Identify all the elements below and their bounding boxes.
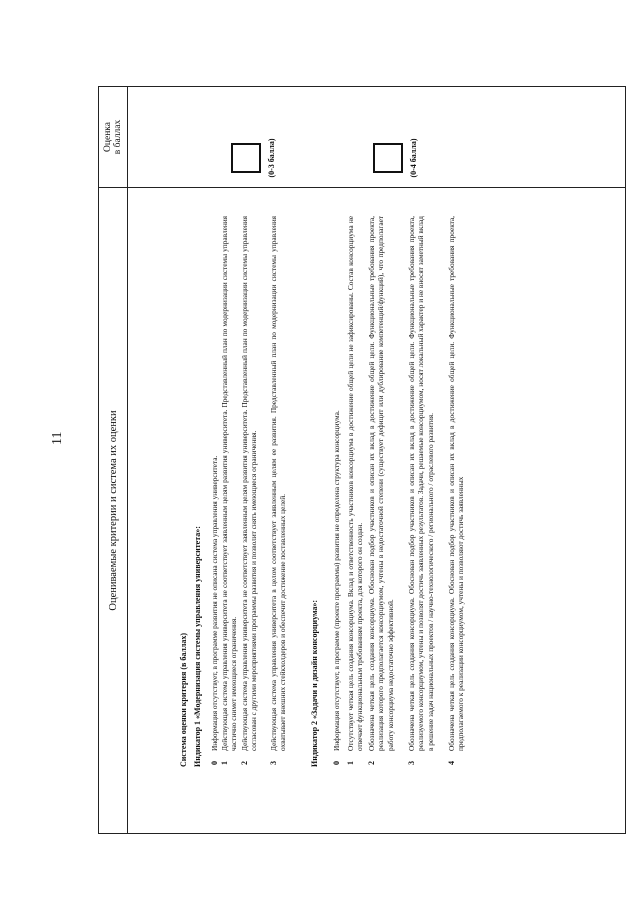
criteria-table <box>98 86 626 834</box>
page-number: 11 <box>50 431 65 445</box>
ind1-num-3: 3 <box>269 761 278 765</box>
rotated-table-canvas <box>98 86 626 834</box>
ind1-criterion-1: Действующая система управления университета не соответствует заявленным целям развития университета. Представленный план по модернизации системы управления частично снимет имеющиеся ограничения. <box>220 216 239 751</box>
column-divider <box>127 187 625 188</box>
ind2-num-3: 3 <box>407 761 416 765</box>
ind2-criterion-1: Отсутствует четкая цель создания консорциума. Вклад и ответственность участников консорциума в достижение общей цели не зафиксированы. Состав консорциума не отвечает функциональным требованиям проекта, для которого он создан. <box>346 216 365 751</box>
indicator2-range: (0-4 балла) <box>409 138 418 178</box>
ind1-num-0: 0 <box>210 761 219 765</box>
ind2-num-4: 4 <box>447 761 456 765</box>
indicator2-title: Индикатор 2 «Задачи и дизайн консорциума»: <box>310 599 319 767</box>
ind1-criterion-3: Действующая система управления университета в целом соответствует заявленным целям ее развития. Представленный план по модернизации системы управления охватывает внешних стейкхолдеров и обеспечит достижение поставленных целей. <box>269 216 288 751</box>
ind1-criterion-0: Информация отсутствует, в программе развития не описана система управления университета. <box>210 455 219 751</box>
criteria-header: Оцениваемые критерии и система их оценки <box>99 187 127 833</box>
ind2-num-1: 1 <box>346 761 355 765</box>
score-header-line1: Оценка <box>103 122 113 152</box>
indicator1-range: (0-3 балла) <box>267 138 276 178</box>
indicator1-title: Индикатор 1 «Модернизация системы управления университета»: <box>193 526 202 767</box>
table-header <box>99 87 128 833</box>
indicator1-score-box[interactable] <box>231 143 261 173</box>
indicator2-score-box[interactable] <box>373 143 403 173</box>
ind2-criterion-0: Информация отсутствует, в программе (проекте программы) развития не определена структура консорциума. <box>332 410 341 751</box>
system-title: Система оценки критерия (в баллах) <box>179 632 188 767</box>
ind2-criterion-4: Обозначена четкая цель создания консорциума. Обоснован подбор участников и описан их вклад в достижение общей цели. Функциональные требования проекта, предполагаемого к реализации консорциумом, учтены и позволяют достичь заявленных <box>447 216 466 751</box>
score-header-line2: в баллах <box>113 119 123 155</box>
ind2-criterion-2: Обозначена четкая цель создания консорциума. Обоснован подбор участников и описан их вклад в достижение общей цели. Функциональные требования проекта, реализация которого предполагается консорциумом, учтены в недостаточной степени (существует дефицит или дублирование компетенций/функций), что предполагает работу консорциума недостаточно эффективной. <box>367 216 395 751</box>
ind2-criterion-3: Обозначена четкая цель создания консорциума. Обоснован подбор участников и описан их вклад в достижение общей цели. Функциональные требования проекта, реализуемого консорциумом, учтены и позволят достичь заявленных результатов. Задачи, решаемые консорциумом, носят локальный характер и не вносят заметный вклад в решение задач национальных проектов / научно-технологического / регионального / отраслевого развития. <box>407 216 435 751</box>
ind1-num-1: 1 <box>220 761 229 765</box>
ind2-num-2: 2 <box>367 761 376 765</box>
ind1-criterion-2: Действующая система управления университета не соответствует заявленным целям развития университета. Представленный план по модернизации системы управления согласован с другими мероприятиями программы развития и позволит снять имеющиеся ограничения. <box>240 216 259 751</box>
ind2-num-0: 0 <box>332 761 341 765</box>
score-header <box>99 87 127 187</box>
ind1-num-2: 2 <box>240 761 249 765</box>
